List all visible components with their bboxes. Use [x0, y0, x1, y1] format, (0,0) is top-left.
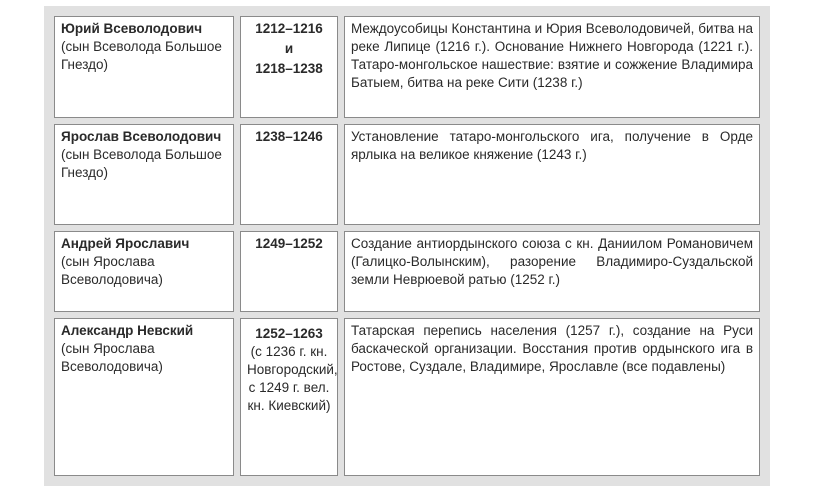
ruler-name: Андрей Ярославич: [61, 236, 190, 252]
table-frame: [44, 6, 770, 486]
years-cell: [240, 318, 338, 476]
events-cell: Установление татаро-монгольского ига, получение в Орде ярлыка на великое княжение (1243 г.): [344, 124, 760, 226]
table-row: [54, 231, 760, 312]
ruler-note: (сын Ярослава Всеволодовича): [61, 341, 163, 375]
ruler-name: Юрий Всеволодович: [61, 21, 203, 36]
rulers-table: [48, 10, 766, 482]
ruler-name: Александр Невский: [61, 323, 194, 339]
reign-years: 1212–1216: [255, 21, 323, 36]
events-cell: Татарская перепись населения (1257 г.), создание на Руси баскаческой организации. Восстания против ордынского ига в Ростове, Суздале, Владимире, Ярославле (все подавлены): [344, 318, 760, 476]
ruler-note: (сын Всеволода Большое Гнездо): [61, 39, 222, 72]
ruler-name: Ярослав Всеволодович: [61, 128, 222, 144]
reign-years: 1238–1246: [255, 128, 323, 144]
reign-years: 1218–1238: [255, 61, 323, 76]
reign-years-note: (с 1236 г. кн. Новгородский, с 1249 г. вел. кн. Киевский): [247, 344, 338, 414]
ruler-cell: [54, 231, 234, 312]
ruler-cell: [54, 124, 234, 226]
reign-years: 1249–1252: [255, 236, 323, 252]
ruler-cell: [54, 318, 234, 476]
ruler-note: (сын Ярослава Всеволодовича): [61, 254, 163, 288]
table-row: [54, 16, 760, 118]
ruler-cell: [54, 16, 234, 118]
table-row: [54, 124, 760, 226]
years-cell: [240, 16, 338, 118]
reign-years: 1252–1263: [255, 326, 323, 342]
years-cell: [240, 124, 338, 226]
events-cell: Создание антиордынского союза с кн. Даниилом Романовичем (Галицко-Волынским), разорение Владимиро-Суздальской земли Неврюевой ратью (1252 г.): [344, 231, 760, 312]
years-cell: [240, 231, 338, 312]
ruler-note: (сын Всеволода Большое Гнездо): [61, 146, 222, 180]
events-cell: Междоусобицы Константина и Юрия Всеволодовичей, битва на реке Липице (1216 г.). Основание Нижнего Новгорода (1221 г.). Татаро-монгольское нашествие: взятие и сожжение Владимира Батыем, битва на реке Сити (1238 г.): [344, 16, 760, 118]
reign-years-separator: и: [284, 41, 294, 56]
table-row: [54, 318, 760, 476]
